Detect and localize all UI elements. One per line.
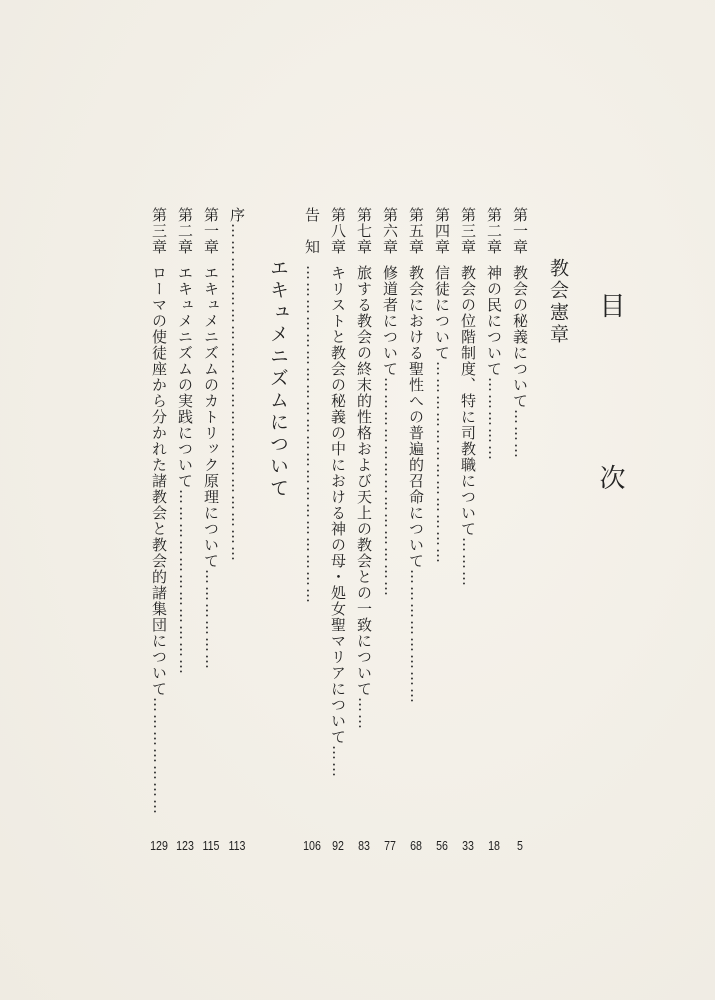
leader-dots: ……… (459, 537, 477, 588)
toc-entry-preface[interactable] (229, 207, 244, 563)
chapter-title: 修道者について (381, 265, 399, 377)
chapter-title: ローマの使徒座から分かれた諸教会と教会的諸集団について (150, 265, 168, 697)
toc-entry[interactable] (203, 207, 218, 671)
toc-entry[interactable] (177, 207, 192, 676)
page-number: 56 (436, 838, 448, 853)
page-number: 106 (303, 838, 321, 853)
toc-entry-notice[interactable] (304, 207, 319, 605)
page-number: 5 (517, 838, 523, 853)
chapter-label: 序 (228, 207, 246, 223)
page-number: 33 (462, 838, 474, 853)
chapter-title: 教会における聖性への普遍的召命について (407, 265, 425, 569)
leader-dots: ……… (511, 409, 529, 460)
chapter-label: 第七章 (355, 207, 373, 255)
chapter-label: 第五章 (407, 207, 425, 255)
toc-entry[interactable] (356, 207, 371, 731)
leader-dots: ………………………………… (381, 377, 399, 598)
chapter-label: 第二章 (485, 207, 503, 255)
chapter-label: 告 知 (303, 207, 321, 255)
leader-dots: …………………… (407, 569, 425, 705)
leader-dots: ………………… (150, 697, 168, 816)
chapter-label: 第六章 (381, 207, 399, 255)
chapter-label: 第一章 (511, 207, 529, 255)
leader-dots: …………………………… (176, 489, 194, 676)
chapter-title: エキュメニズムの実践について (176, 265, 194, 489)
page-number: 129 (150, 838, 168, 853)
chapter-title: キリストと教会の秘義の中における神の母・処女聖マリアについて (329, 265, 347, 745)
toc-title: 目 次 (595, 292, 625, 550)
chapter-title: 神の民について (485, 265, 503, 377)
page-number: 115 (202, 838, 220, 853)
toc-entry[interactable] (460, 207, 475, 588)
page-number: 113 (228, 838, 246, 853)
page-number: 92 (332, 838, 344, 853)
toc-entry[interactable] (434, 207, 449, 565)
section-heading-church-constitution: 教会憲章 (547, 258, 569, 346)
chapter-title: 教会の秘義について (511, 265, 529, 409)
toc-entry[interactable] (382, 207, 397, 598)
chapter-title: 旅する教会の終末的性格および天上の教会との一致について (355, 265, 373, 697)
page-number: 77 (384, 838, 396, 853)
page-number: 83 (358, 838, 370, 853)
leader-dots: …… (355, 697, 373, 731)
chapter-label: 第八章 (329, 207, 347, 255)
chapter-title: 教会の位階制度、特に司教職について (459, 265, 477, 537)
leader-dots: …………… (485, 377, 503, 462)
chapter-label: 第三章 (459, 207, 477, 255)
leader-dots: ……………………………… (433, 361, 451, 565)
page-number: 18 (488, 838, 500, 853)
toc-entry[interactable] (486, 207, 501, 462)
chapter-title: 信徒について (433, 265, 451, 361)
toc-entry[interactable] (330, 207, 345, 779)
toc-entry[interactable] (512, 207, 527, 460)
toc-entry[interactable] (151, 207, 166, 816)
leader-dots: …………………………………………………… (228, 223, 246, 563)
chapter-label: 第一章 (202, 207, 220, 255)
leader-dots: …………………………………………………… (303, 265, 321, 605)
chapter-label: 第二章 (176, 207, 194, 255)
chapter-label: 第三章 (150, 207, 168, 255)
leader-dots: ……………… (202, 569, 220, 671)
page-number: 68 (410, 838, 422, 853)
chapter-label: 第四章 (433, 207, 451, 255)
chapter-title: エキュメニズムのカトリック原理について (202, 265, 220, 569)
section-heading-ecumenism: エキュメニズムについて (267, 258, 289, 500)
page-number: 123 (176, 838, 194, 853)
leader-dots: …… (329, 745, 347, 779)
toc-entry[interactable] (408, 207, 423, 705)
